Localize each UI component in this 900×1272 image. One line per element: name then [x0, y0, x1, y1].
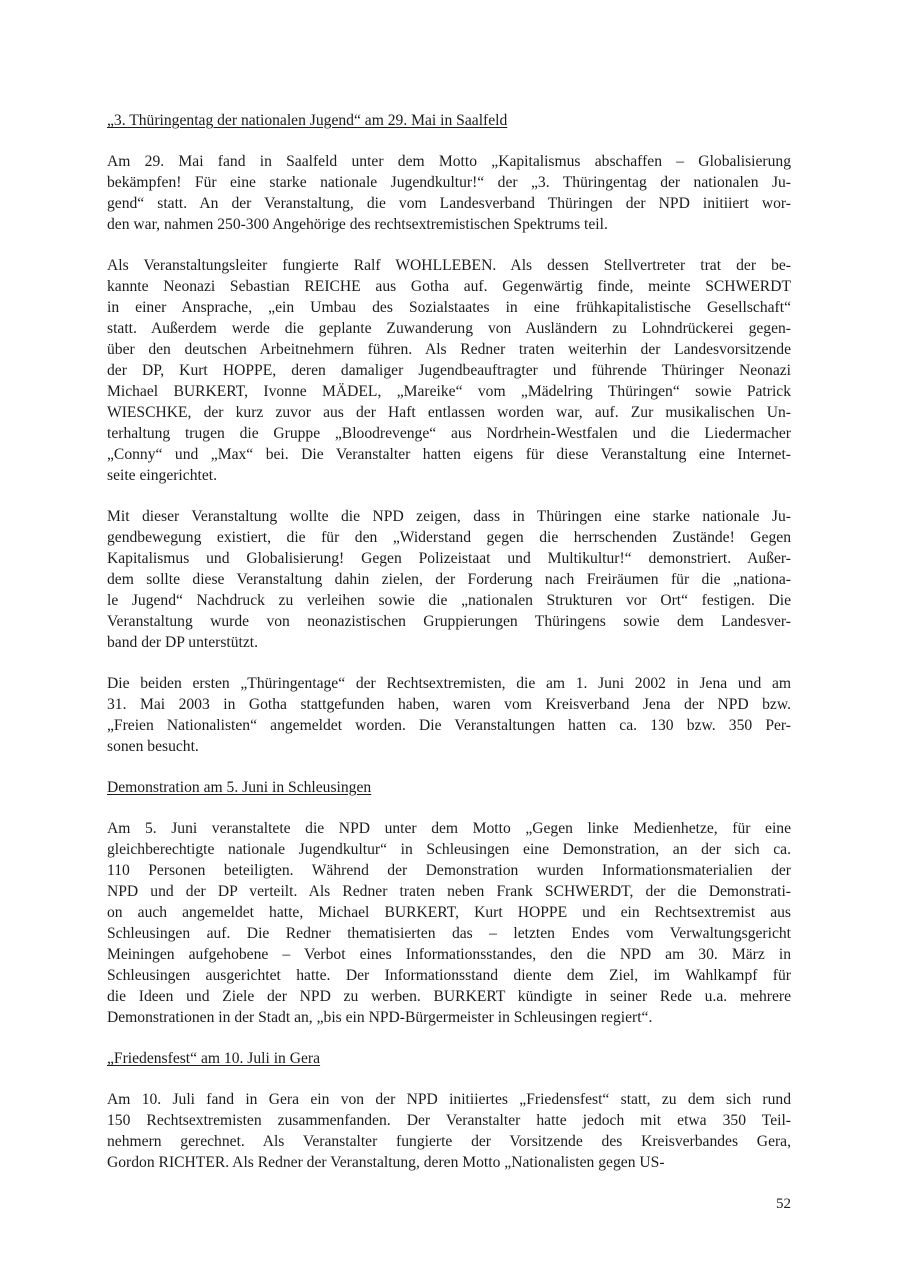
paragraph [107, 818, 791, 1028]
section-heading: „3. Thüringentag der nationalen Jugend“ am 29. Mai in Saalfeld [107, 112, 508, 129]
text-line: Als Veranstaltungsleiter fungierte Ralf WOHLLEBEN. Als dessen Stellvertreter trat der be- [107, 257, 791, 274]
paragraph [107, 1089, 791, 1173]
text-line: Schleusingen ausgerichtet hatte. Der Informationsstand diente dem Ziel, im Wahlkampf für [107, 967, 791, 984]
paragraph [107, 506, 791, 653]
text-line: nehmern gerechnet. Als Veranstalter fungierte der Vorsitzende des Kreisverbandes Gera, [107, 1133, 791, 1150]
text-line: terhaltung trugen die Gruppe „Bloodrevenge“ aus Nordrhein-Westfalen und die Liedermacher [107, 425, 791, 442]
text-line: 110 Personen beteiligten. Während der Demonstration wurden Informationsmaterialien der [107, 862, 791, 879]
text-line: Gordon RICHTER. Als Redner der Veranstaltung, deren Motto „Nationalisten gegen US- [107, 1154, 665, 1171]
text-line: Am 5. Juni veranstaltete die NPD unter dem Motto „Gegen linke Medienhetze, für eine [107, 820, 791, 837]
paragraph [107, 673, 791, 757]
text-line: sonen besucht. [107, 738, 199, 755]
text-line: on auch angemeldet hatte, Michael BURKERT, Kurt HOPPE und ein Rechtsextremist aus [107, 904, 791, 921]
text-line: der DP, Kurt HOPPE, deren damaliger Jugendbeauftragter und führende Thüringer Neonazi [107, 362, 791, 379]
text-line: „Conny“ und „Max“ bei. Die Veranstalter hatten eigens für diese Veranstaltung eine Internet- [107, 446, 791, 463]
text-line: Am 10. Juli fand in Gera ein von der NPD initiiertes „Friedensfest“ statt, zu dem sich rund [107, 1091, 791, 1108]
section-heading: Demonstration am 5. Juni in Schleusingen [107, 779, 372, 796]
text-line: den war, nahmen 250-300 Angehörige des rechtsextremistischen Spektrums teil. [107, 216, 608, 233]
text-line: Veranstaltung wurde von neonazistischen Gruppierungen Thüringens sowie dem Landesver- [107, 613, 791, 630]
section-heading: „Friedensfest“ am 10. Juli in Gera [107, 1050, 321, 1067]
text-line: seite eingerichtet. [107, 467, 217, 484]
text-line: 31. Mai 2003 in Gotha stattgefunden haben, waren vom Kreisverband Jena der NPD bzw. [107, 696, 791, 713]
text-line: über den deutschen Arbeitnehmern führen. Als Redner traten weiterhin der Landesvorsitzende [107, 341, 791, 358]
text-line: WIESCHKE, der kurz zuvor aus der Haft entlassen worden war, auf. Zur musikalischen Un- [107, 404, 791, 421]
document-content [107, 110, 791, 1193]
text-line: „Freien Nationalisten“ angemeldet worden. Die Veranstaltungen hatten ca. 130 bzw. 350 Per- [107, 717, 791, 734]
paragraph [107, 255, 791, 486]
page-number: 52 [776, 1196, 791, 1212]
text-line: in einer Ansprache, „ein Umbau des Sozialstaates in eine frühkapitalistische Gesellschaft“ [107, 299, 791, 316]
text-line: Die beiden ersten „Thüringentage“ der Rechtsextremisten, die am 1. Juni 2002 in Jena und am [107, 675, 791, 692]
text-line: gend“ statt. An der Veranstaltung, die vom Landesverband Thüringen der NPD initiiert wor- [107, 195, 791, 212]
paragraph [107, 151, 791, 235]
text-line: Kapitalismus und Globalisierung! Gegen Polizeistaat und Multikultur!“ demonstriert. Außer- [107, 550, 791, 567]
text-line: 150 Rechtsextremisten zusammenfanden. Der Veranstalter hatte jedoch mit etwa 350 Teil- [107, 1112, 791, 1129]
text-line: Michael BURKERT, Ivonne MÄDEL, „Mareike“ vom „Mädelring Thüringen“ sowie Patrick [107, 383, 791, 400]
text-line: bekämpfen! Für eine starke nationale Jugendkultur!“ der „3. Thüringentag der nationalen Ju- [107, 174, 791, 191]
text-line: Am 29. Mai fand in Saalfeld unter dem Motto „Kapitalismus abschaffen – Globalisierung [107, 153, 791, 170]
text-line: dem sollte diese Veranstaltung dahin zielen, der Forderung nach Freiräumen für die „nationa- [107, 571, 791, 588]
text-line: Meiningen aufgehobene – Verbot eines Informationsstandes, den die NPD am 30. März in [107, 946, 791, 963]
text-line: kannte Neonazi Sebastian REICHE aus Gotha auf. Gegenwärtig finde, meinte SCHWERDT [107, 278, 791, 295]
text-line: gendbewegung existiert, die für den „Widerstand gegen die herrschenden Zustände! Gegen [107, 529, 791, 546]
text-line: band der DP unterstützt. [107, 634, 258, 651]
text-line: die Ideen und Ziele der NPD zu werben. BURKERT kündigte in seiner Rede u.a. mehrere [107, 988, 791, 1005]
text-line: Schleusingen auf. Die Redner thematisierten das – letzten Endes vom Verwaltungsgericht [107, 925, 791, 942]
text-line: gleichberechtigte nationale Jugendkultur“ in Schleusingen eine Demonstration, an der sich ca. [107, 841, 791, 858]
text-line: Mit dieser Veranstaltung wollte die NPD zeigen, dass in Thüringen eine starke nationale Ju- [107, 508, 791, 525]
text-line: statt. Außerdem werde die geplante Zuwanderung von Ausländern zu Lohndrückerei gegen- [107, 320, 791, 337]
text-line: le Jugend“ Nachdruck zu verleihen sowie die „nationalen Strukturen vor Ort“ festigen. Die [107, 592, 791, 609]
text-line: Demonstrationen in der Stadt an, „bis ein NPD-Bürgermeister in Schleusingen regiert“. [107, 1009, 653, 1026]
text-line: NPD und der DP verteilt. Als Redner traten neben Frank SCHWERDT, der die Demonstrati- [107, 883, 791, 900]
